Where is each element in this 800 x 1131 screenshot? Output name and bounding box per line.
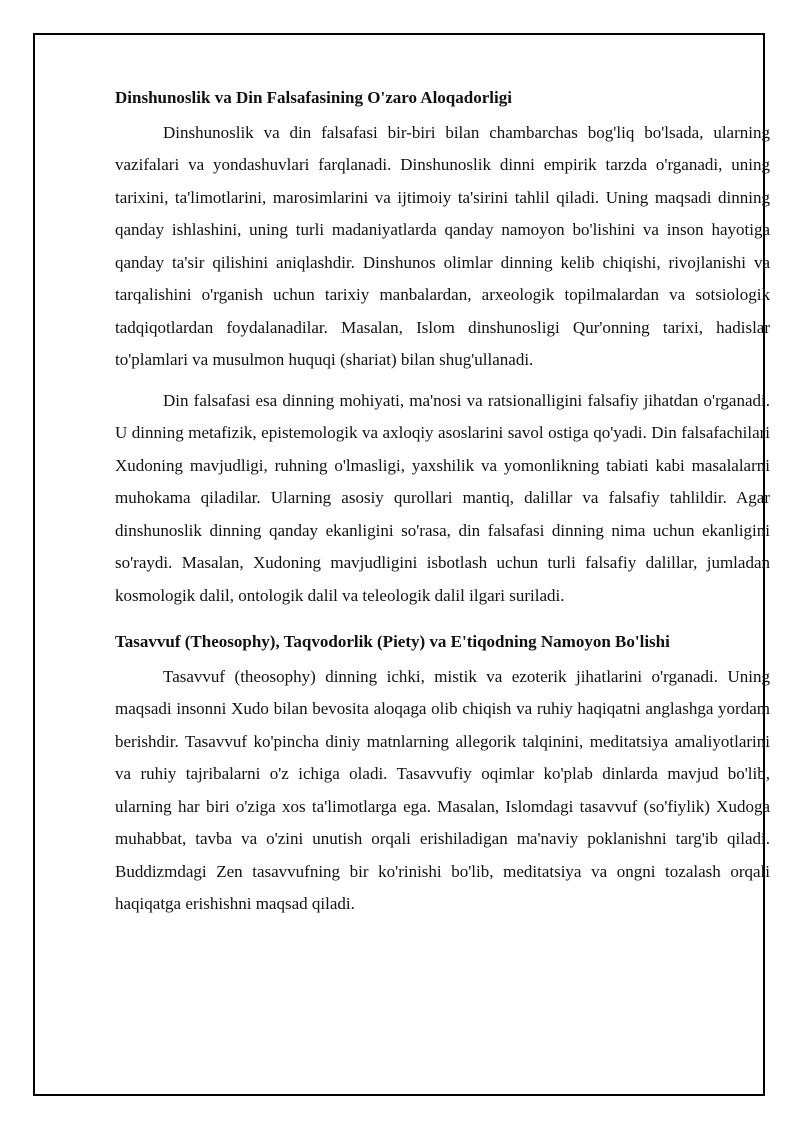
section-heading-religious-studies: Dinshunoslik va Din Falsafasining O'zaro Aloqadorligi [115,88,512,107]
paragraph-religious-studies: Dinshunoslik va din falsafasi bir-biri bilan chambarchas bog'liq bo'lsada, ularning vazifalari va yondashuvlari farqlanadi. Dinshunoslik dinni empirik tarzda o'rganadi, uning tarixini, ta'limotlarini, marosimlarini va ijtimoiy ta'sirini tahlil qiladi. Uning maqsadi dinning qanday ishlashini, uning turli madaniyatlarda qanday namoyon bo'lishini va inson hayotiga qanday ta'sir qilishini aniqlashdir. Dinshunos olimlar dinning kelib chiqishi, rivojlanishi va tarqalishini o'rganish uchun tarixiy manbalardan, arxeologik topilmalardan va sotsiologik tadqiqotlardan foydalanadilar. Masalan, Islom dinshunosligi Qur'onning tarixi, hadislar to'plamlari va musulmon huquqi (shariat) bilan shug'ullanadi. [115,122,770,369]
document-body [115,82,770,929]
section-heading-theosophy: Tasavvuf (Theosophy), Taqvodorlik (Piety) va E'tiqodning Namoyon Bo'lishi [115,632,670,651]
paragraph-theosophy: Tasavvuf (theosophy) dinning ichki, mistik va ezoterik jihatlarini o'rganadi. Uning maqsadi insonni Xudo bilan bevosita aloqaga olib chiqish va ruhiy haqiqatni anglashga yordam berishdir. Tasavvuf ko'pincha diniy matnlarning allegorik talqinini, meditatsiya amaliyotlarini va ruhiy tajribalarni o'z ichiga oladi. Tasavvufiy oqimlar ko'plab dinlarda mavjud bo'lib, ularning har biri o'ziga xos ta'limotlarga ega. Masalan, Islomdagi tasavvuf (so'fiylik) Xudoga muhabbat, tavba va o'zini unutish orqali erishiladigan ma'naviy poklanishni targ'ib qiladi. Buddizmdagi Zen tasavvufning bir ko'rinishi bo'lib, meditatsiya va ongni tozalash orqali haqiqatga erishishni maqsad qiladi. [115,666,770,913]
paragraph-philosophy-of-religion: Din falsafasi esa dinning mohiyati, ma'nosi va ratsionalligini falsafiy jihatdan o'rganadi. U dinning metafizik, epistemologik va axloqiy asoslarini savol ostiga qo'yadi. Din falsafachilari Xudoning mavjudligi, ruhning o'lmasligi, yaxshilik va yomonlikning tabiati kabi masalalarni muhokama qiladilar. Ularning asosiy qurollari mantiq, dalillar va falsafiy tahlildir. Agar dinshunoslik dinning qanday ekanligini so'rasa, din falsafasi dinning nima uchun ekanligini so'raydi. Masalan, Xudoning mavjudligini isbotlash uchun turli falsafiy dalillar, jumladan kosmologik dalil, ontologik dalil va teleologik dalil ilgari suriladi. [115,390,770,605]
